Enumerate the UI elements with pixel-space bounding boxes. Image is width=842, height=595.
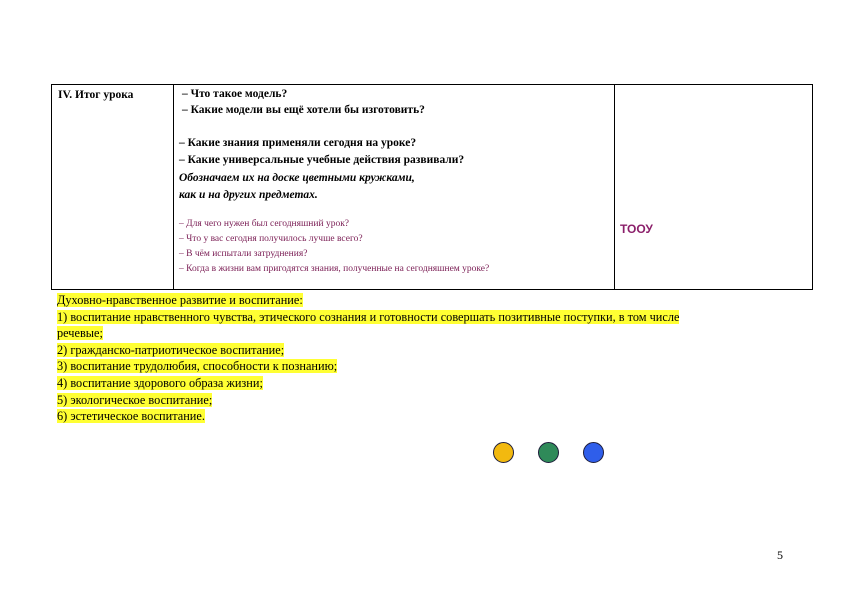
column-divider [173, 85, 174, 289]
question-text: – Какие знания применяли сегодня на уроке? [179, 137, 417, 149]
green-circle [538, 442, 559, 463]
blue-circle [583, 442, 604, 463]
list-item: речевые; [57, 326, 103, 341]
list-item: 2) гражданско-патриотическое воспитание; [57, 342, 285, 357]
list-item: 3) воспитание трудолюбия, способности к познанию; [57, 359, 338, 374]
page-number: 5 [777, 548, 783, 562]
lesson-table [51, 84, 813, 290]
reflection-question: – Для чего нужен был сегодняшний урок? [179, 219, 350, 229]
italic-note: как и на других предметах. [179, 189, 318, 201]
list-item: 6) эстетическое воспитание. [57, 409, 205, 424]
reflection-question: – В чём испытали затруднения? [179, 249, 308, 259]
list-item: 4) воспитание здорового образа жизни; [57, 375, 263, 390]
reflection-question: – Когда в жизни вам пригодятся знания, полученные на сегодняшнем уроке? [179, 264, 490, 274]
column-divider [614, 85, 615, 289]
education-goals-list [57, 292, 679, 425]
list-item: 5) экологическое воспитание; [57, 392, 213, 407]
yellow-circle [493, 442, 514, 463]
italic-note: Обозначаем их на доске цветными кружками, [179, 172, 415, 184]
list-item: 1) воспитание нравственного чувства, этического сознания и готовности совершать позитивные поступки, в том числе [57, 309, 680, 324]
list-heading: Духовно-нравственное развитие и воспитание: [57, 293, 303, 307]
question-text: – Какие универсальные учебные действия развивали? [179, 154, 465, 166]
question-text: – Какие модели вы ещё хотели бы изготовить? [182, 104, 425, 116]
stage-title: IV. Итог урока [58, 89, 134, 101]
right-cell-label: ТООУ [620, 222, 653, 236]
question-text: – Что такое модель? [182, 88, 288, 100]
reflection-question: – Что у вас сегодня получилось лучше всего? [179, 234, 363, 244]
